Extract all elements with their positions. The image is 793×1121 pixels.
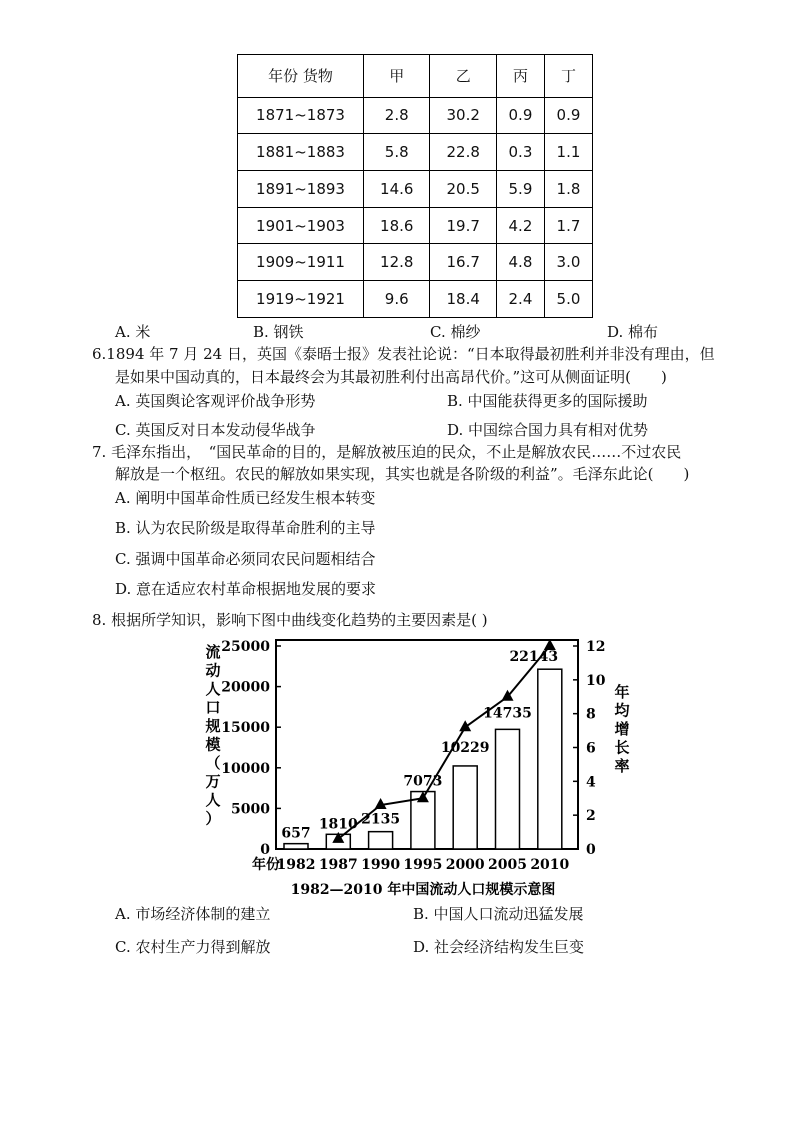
chart-title: 1982—2010 年中国流动人口规模示意图 [290, 882, 556, 898]
population-chart [0, 630, 793, 902]
table-cell: 5.8 [364, 134, 430, 171]
bar-value-label: 7073 [403, 773, 443, 790]
table-cell: 1.1 [544, 134, 592, 171]
y-axis-label-char: 模 [205, 735, 221, 754]
x-tick-label: 2000 [445, 857, 485, 873]
bar-2010 [538, 669, 562, 849]
y2-tick-label: 0 [586, 842, 596, 858]
table-cell: 1909~1911 [238, 244, 364, 281]
y-axis-label-char: 流 [205, 643, 221, 661]
table-cell: 5.9 [496, 171, 544, 208]
table-cell: 1881~1883 [238, 134, 364, 171]
table-cell: 3.0 [544, 244, 592, 281]
table-cell: 5.0 [544, 281, 592, 318]
bar-value-label: 14735 [483, 705, 532, 722]
q7-option-c[interactable]: C. 强调中国革命必须同农民问题相结合 [115, 550, 376, 568]
y2-tick-label: 12 [586, 639, 606, 655]
table-cell: 19.7 [430, 207, 496, 244]
y2-tick-label: 6 [586, 740, 596, 757]
y2-axis-label-char: 率 [614, 757, 630, 775]
growth-rate-point [459, 720, 471, 731]
bar-1990 [369, 832, 393, 849]
x-tick-label: 1987 [318, 857, 358, 873]
y2-tick-label: 10 [586, 672, 606, 689]
q5-option-b[interactable]: B. 钢铁 [253, 323, 304, 341]
table-cell: 12.8 [364, 244, 430, 281]
table-cell: 14.6 [364, 171, 430, 208]
q5-option-d[interactable]: D. 棉布 [607, 323, 659, 341]
q5-option-a[interactable]: A. 米 [115, 323, 151, 341]
table-cell: 1919~1921 [238, 281, 364, 318]
y-axis-label-char: 动 [205, 661, 221, 680]
y-tick-label: 10000 [221, 760, 270, 777]
bar-value-label: 10229 [440, 739, 490, 756]
y-axis-label-char: ） [205, 809, 221, 828]
q8-option-a[interactable]: A. 市场经济体制的建立 [115, 905, 271, 923]
table-cell: 1871~1873 [238, 97, 364, 134]
y2-tick-label: 8 [586, 706, 596, 723]
y-tick-label: 0 [260, 842, 270, 858]
bar-2000 [453, 766, 477, 849]
bar-value-label: 657 [281, 825, 311, 842]
table-cell: 20.5 [430, 171, 496, 208]
q8-option-d[interactable]: D. 社会经济结构发生巨变 [413, 938, 585, 956]
y-axis-label-char: 规 [205, 717, 221, 735]
q7-option-a[interactable]: A. 阐明中国革命性质已经发生根本转变 [115, 489, 376, 507]
y2-axis-label-char: 长 [614, 738, 630, 757]
table-cell: 9.6 [364, 281, 430, 318]
table-cell: 22.8 [430, 134, 496, 171]
x-tick-label: 1982 [276, 857, 316, 873]
table-cell: 1.7 [544, 207, 592, 244]
q8-option-c[interactable]: C. 农村生产力得到解放 [115, 938, 271, 956]
table-cell: 4.2 [496, 207, 544, 244]
q6-stem-line2: 是如果中国动真的，日本最终会为其最初胜利付出高昂代价。”这可从侧面证明( ) [115, 368, 667, 386]
table-header-cell: 乙 [430, 55, 496, 98]
q6-option-d[interactable]: D. 中国综合国力具有相对优势 [447, 421, 649, 439]
x-tick-label: 1990 [361, 857, 401, 873]
table-cell: 2.8 [364, 97, 430, 134]
y-tick-label: 25000 [221, 639, 270, 655]
table-cell: 0.9 [496, 97, 544, 134]
y-tick-label: 15000 [221, 720, 270, 737]
x-tick-label: 1995 [403, 857, 443, 873]
table-header-cell: 丁 [544, 55, 592, 98]
bar-1982 [284, 844, 308, 849]
table-row [238, 97, 593, 134]
table-row [238, 244, 593, 281]
bar-2005 [496, 729, 520, 849]
table-cell: 1901~1903 [238, 207, 364, 244]
x-axis-label: 年份 [252, 857, 280, 873]
q6-option-c[interactable]: C. 英国反对日本发动侵华战争 [115, 421, 316, 439]
y-axis-label-char: 万 [205, 772, 221, 791]
y2-axis-label-char: 年 [614, 683, 630, 701]
y-axis-label-char: 口 [205, 698, 221, 717]
y2-tick-label: 2 [586, 808, 596, 825]
y2-tick-label: 4 [586, 774, 596, 791]
y-tick-label: 5000 [231, 801, 270, 818]
x-tick-label: 2010 [530, 857, 570, 873]
table-cell: 18.6 [364, 207, 430, 244]
table-header-row [238, 55, 593, 98]
y2-axis-label-char: 增 [614, 720, 630, 738]
table-cell: 2.4 [496, 281, 544, 318]
goods-table [237, 54, 593, 318]
q6-option-b[interactable]: B. 中国能获得更多的国际援助 [447, 392, 648, 410]
table-row [238, 171, 593, 208]
q7-stem-line2: 解放是一个枢纽。农民的解放如果实现，其实也就是各阶级的利益”。毛泽东此论( ) [115, 465, 690, 483]
y-tick-label: 20000 [221, 679, 270, 696]
y2-axis-label-char: 均 [614, 701, 630, 720]
table-row [238, 207, 593, 244]
q6-option-a[interactable]: A. 英国舆论客观评价战争形势 [115, 392, 316, 410]
table-cell: 4.8 [496, 244, 544, 281]
table-header-cell: 甲 [364, 55, 430, 98]
bar-value-label: 2135 [361, 811, 401, 828]
table-cell: 1.8 [544, 171, 592, 208]
q7-stem-line1: 7. 毛泽东指出， “国民革命的目的，是解放被压迫的民众，不止是解放农民……不过农民 [92, 443, 682, 461]
y-axis-label-char: 人 [205, 791, 221, 809]
bar-value-label: 22143 [509, 649, 559, 666]
table-cell: 0.9 [544, 97, 592, 134]
q8-option-b[interactable]: B. 中国人口流动迅猛发展 [413, 905, 584, 923]
q7-option-d[interactable]: D. 意在适应农村革命根据地发展的要求 [115, 580, 377, 598]
table-header-cell: 年份 货物 [238, 55, 364, 98]
table-row [238, 281, 593, 318]
y-axis-label-char: 人 [205, 680, 221, 698]
table-cell: 1891~1893 [238, 171, 364, 208]
table-header-cell: 丙 [496, 55, 544, 98]
q5-option-c[interactable]: C. 棉纱 [430, 323, 481, 341]
table-row [238, 134, 593, 171]
q7-option-b[interactable]: B. 认为农民阶级是取得革命胜利的主导 [115, 519, 376, 537]
table-cell: 16.7 [430, 244, 496, 281]
table-cell: 0.3 [496, 134, 544, 171]
table-cell: 18.4 [430, 281, 496, 318]
bar-value-label: 1810 [318, 816, 358, 833]
y-axis-label-char: （ [205, 754, 221, 772]
table-cell: 30.2 [430, 97, 496, 134]
q6-stem-line1: 6.1894 年 7 月 24 日，英国《泰晤士报》发表社论说：“日本取得最初胜利并非没有理由，但 [92, 345, 715, 363]
q8-stem: 8. 根据所学知识，影响下图中曲线变化趋势的主要因素是( ) [92, 611, 488, 629]
x-tick-label: 2005 [488, 857, 527, 873]
